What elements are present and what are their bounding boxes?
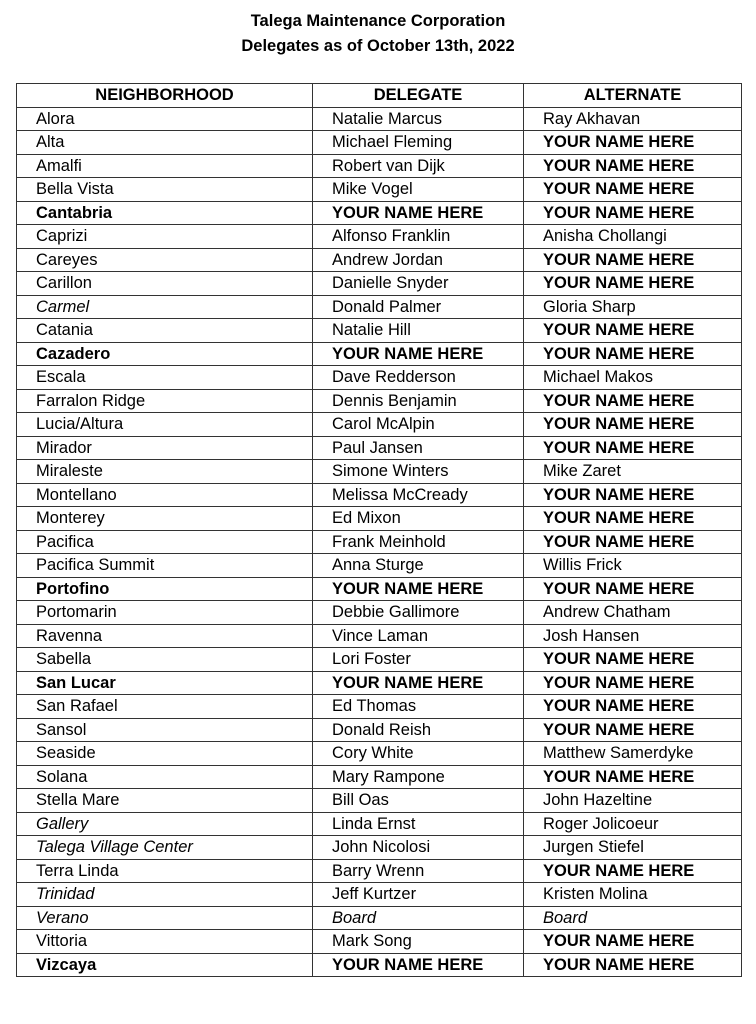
- delegate-cell: Barry Wrenn: [313, 859, 524, 883]
- alternate-cell: YOUR NAME HERE: [524, 272, 742, 296]
- neighborhood-cell: Gallery: [17, 812, 313, 836]
- neighborhood-cell: Carmel: [17, 295, 313, 319]
- alternate-cell: Willis Frick: [524, 554, 742, 578]
- table-row: [17, 577, 742, 601]
- delegate-cell: Andrew Jordan: [313, 248, 524, 272]
- alternate-cell: YOUR NAME HERE: [524, 577, 742, 601]
- delegate-cell: Ed Mixon: [313, 507, 524, 531]
- neighborhood-cell: Portofino: [17, 577, 313, 601]
- table-row: [17, 648, 742, 672]
- delegate-cell: Bill Oas: [313, 789, 524, 813]
- alternate-cell: Jurgen Stiefel: [524, 836, 742, 860]
- alternate-cell: YOUR NAME HERE: [524, 413, 742, 437]
- neighborhood-cell: Amalfi: [17, 154, 313, 178]
- alternate-cell: Matthew Samerdyke: [524, 742, 742, 766]
- delegate-cell: Debbie Gallimore: [313, 601, 524, 625]
- alternate-cell: YOUR NAME HERE: [524, 389, 742, 413]
- alternate-cell: YOUR NAME HERE: [524, 201, 742, 225]
- alternate-cell: YOUR NAME HERE: [524, 436, 742, 460]
- table-row: [17, 765, 742, 789]
- table-row: [17, 624, 742, 648]
- alternate-cell: YOUR NAME HERE: [524, 154, 742, 178]
- alternate-cell: YOUR NAME HERE: [524, 671, 742, 695]
- delegate-cell: Vince Laman: [313, 624, 524, 648]
- delegate-cell: Mary Rampone: [313, 765, 524, 789]
- neighborhood-cell: Pacifica: [17, 530, 313, 554]
- delegates-table: [16, 83, 742, 977]
- delegate-cell: Danielle Snyder: [313, 272, 524, 296]
- delegate-cell: Lori Foster: [313, 648, 524, 672]
- alternate-cell: YOUR NAME HERE: [524, 131, 742, 155]
- delegate-cell: Mike Vogel: [313, 178, 524, 202]
- neighborhood-cell: Sabella: [17, 648, 313, 672]
- alternate-cell: Ray Akhavan: [524, 107, 742, 131]
- delegate-cell: Anna Sturge: [313, 554, 524, 578]
- table-header-row: [17, 84, 742, 108]
- neighborhood-cell: Cazadero: [17, 342, 313, 366]
- table-body: [17, 107, 742, 977]
- alternate-cell: YOUR NAME HERE: [524, 248, 742, 272]
- delegate-cell: Frank Meinhold: [313, 530, 524, 554]
- table-row: [17, 601, 742, 625]
- table-row: [17, 507, 742, 531]
- delegate-cell: Natalie Marcus: [313, 107, 524, 131]
- table-row: [17, 366, 742, 390]
- table-row: [17, 248, 742, 272]
- delegate-cell: YOUR NAME HERE: [313, 577, 524, 601]
- table-row: [17, 906, 742, 930]
- document-title: Talega Maintenance Corporation: [250, 12, 506, 30]
- neighborhood-cell: Terra Linda: [17, 859, 313, 883]
- alternate-cell: YOUR NAME HERE: [524, 178, 742, 202]
- alternate-cell: Gloria Sharp: [524, 295, 742, 319]
- table-row: [17, 460, 742, 484]
- delegate-cell: Dave Redderson: [313, 366, 524, 390]
- delegate-cell: Mark Song: [313, 930, 524, 954]
- table-row: [17, 812, 742, 836]
- table-row: [17, 178, 742, 202]
- table-row: [17, 859, 742, 883]
- delegate-cell: Cory White: [313, 742, 524, 766]
- neighborhood-cell: Lucia/Altura: [17, 413, 313, 437]
- delegate-cell: Simone Winters: [313, 460, 524, 484]
- table-row: [17, 107, 742, 131]
- neighborhood-cell: Careyes: [17, 248, 313, 272]
- alternate-cell: Anisha Chollangi: [524, 225, 742, 249]
- delegate-cell: Dennis Benjamin: [313, 389, 524, 413]
- column-header-neighborhood: NEIGHBORHOOD: [17, 84, 313, 108]
- neighborhood-cell: Miraleste: [17, 460, 313, 484]
- table-row: [17, 836, 742, 860]
- neighborhood-cell: Talega Village Center: [17, 836, 313, 860]
- neighborhood-cell: San Rafael: [17, 695, 313, 719]
- neighborhood-cell: Ravenna: [17, 624, 313, 648]
- alternate-cell: YOUR NAME HERE: [524, 953, 742, 977]
- neighborhood-cell: Cantabria: [17, 201, 313, 225]
- table-row: [17, 154, 742, 178]
- table-row: [17, 272, 742, 296]
- delegate-cell: Melissa McCready: [313, 483, 524, 507]
- delegate-cell: John Nicolosi: [313, 836, 524, 860]
- table-row: [17, 342, 742, 366]
- alternate-cell: YOUR NAME HERE: [524, 530, 742, 554]
- delegate-cell: Robert van Dijk: [313, 154, 524, 178]
- neighborhood-cell: Montellano: [17, 483, 313, 507]
- alternate-cell: Roger Jolicoeur: [524, 812, 742, 836]
- table-row: [17, 742, 742, 766]
- delegate-cell: Michael Fleming: [313, 131, 524, 155]
- table-row: [17, 789, 742, 813]
- alternate-cell: Josh Hansen: [524, 624, 742, 648]
- neighborhood-cell: Escala: [17, 366, 313, 390]
- table-row: [17, 930, 742, 954]
- alternate-cell: Michael Makos: [524, 366, 742, 390]
- delegate-cell: Board: [313, 906, 524, 930]
- alternate-cell: YOUR NAME HERE: [524, 765, 742, 789]
- neighborhood-cell: San Lucar: [17, 671, 313, 695]
- neighborhood-cell: Vittoria: [17, 930, 313, 954]
- neighborhood-cell: Pacifica Summit: [17, 554, 313, 578]
- delegate-cell: Donald Reish: [313, 718, 524, 742]
- delegate-cell: Carol McAlpin: [313, 413, 524, 437]
- neighborhood-cell: Verano: [17, 906, 313, 930]
- neighborhood-cell: Carillon: [17, 272, 313, 296]
- delegate-cell: Jeff Kurtzer: [313, 883, 524, 907]
- neighborhood-cell: Alora: [17, 107, 313, 131]
- table-row: [17, 225, 742, 249]
- column-header-delegate: DELEGATE: [313, 84, 524, 108]
- table-row: [17, 436, 742, 460]
- table-row: [17, 554, 742, 578]
- neighborhood-cell: Sansol: [17, 718, 313, 742]
- document-subtitle: Delegates as of October 13th, 2022: [241, 37, 515, 55]
- delegate-cell: Linda Ernst: [313, 812, 524, 836]
- neighborhood-cell: Caprizi: [17, 225, 313, 249]
- table-row: [17, 695, 742, 719]
- alternate-cell: YOUR NAME HERE: [524, 342, 742, 366]
- alternate-cell: YOUR NAME HERE: [524, 648, 742, 672]
- neighborhood-cell: Solana: [17, 765, 313, 789]
- delegate-cell: Donald Palmer: [313, 295, 524, 319]
- delegate-cell: YOUR NAME HERE: [313, 953, 524, 977]
- alternate-cell: Mike Zaret: [524, 460, 742, 484]
- table-row: [17, 883, 742, 907]
- alternate-cell: John Hazeltine: [524, 789, 742, 813]
- delegate-cell: Paul Jansen: [313, 436, 524, 460]
- table-row: [17, 671, 742, 695]
- alternate-cell: YOUR NAME HERE: [524, 859, 742, 883]
- table-row: [17, 201, 742, 225]
- neighborhood-cell: Monterey: [17, 507, 313, 531]
- table-row: [17, 718, 742, 742]
- column-header-alternate: ALTERNATE: [524, 84, 742, 108]
- table-row: [17, 953, 742, 977]
- table-row: [17, 413, 742, 437]
- table-row: [17, 530, 742, 554]
- alternate-cell: Andrew Chatham: [524, 601, 742, 625]
- delegate-cell: YOUR NAME HERE: [313, 342, 524, 366]
- neighborhood-cell: Seaside: [17, 742, 313, 766]
- delegate-cell: Ed Thomas: [313, 695, 524, 719]
- table-row: [17, 295, 742, 319]
- neighborhood-cell: Alta: [17, 131, 313, 155]
- table-row: [17, 389, 742, 413]
- neighborhood-cell: Mirador: [17, 436, 313, 460]
- neighborhood-cell: Vizcaya: [17, 953, 313, 977]
- table-row: [17, 483, 742, 507]
- alternate-cell: YOUR NAME HERE: [524, 319, 742, 343]
- alternate-cell: YOUR NAME HERE: [524, 695, 742, 719]
- neighborhood-cell: Trinidad: [17, 883, 313, 907]
- neighborhood-cell: Catania: [17, 319, 313, 343]
- alternate-cell: Board: [524, 906, 742, 930]
- alternate-cell: YOUR NAME HERE: [524, 507, 742, 531]
- alternate-cell: YOUR NAME HERE: [524, 930, 742, 954]
- neighborhood-cell: Farralon Ridge: [17, 389, 313, 413]
- alternate-cell: YOUR NAME HERE: [524, 483, 742, 507]
- alternate-cell: Kristen Molina: [524, 883, 742, 907]
- delegate-cell: Natalie Hill: [313, 319, 524, 343]
- neighborhood-cell: Stella Mare: [17, 789, 313, 813]
- delegate-cell: YOUR NAME HERE: [313, 671, 524, 695]
- delegate-cell: YOUR NAME HERE: [313, 201, 524, 225]
- table-row: [17, 319, 742, 343]
- delegate-cell: Alfonso Franklin: [313, 225, 524, 249]
- neighborhood-cell: Bella Vista: [17, 178, 313, 202]
- table-row: [17, 131, 742, 155]
- alternate-cell: YOUR NAME HERE: [524, 718, 742, 742]
- neighborhood-cell: Portomarin: [17, 601, 313, 625]
